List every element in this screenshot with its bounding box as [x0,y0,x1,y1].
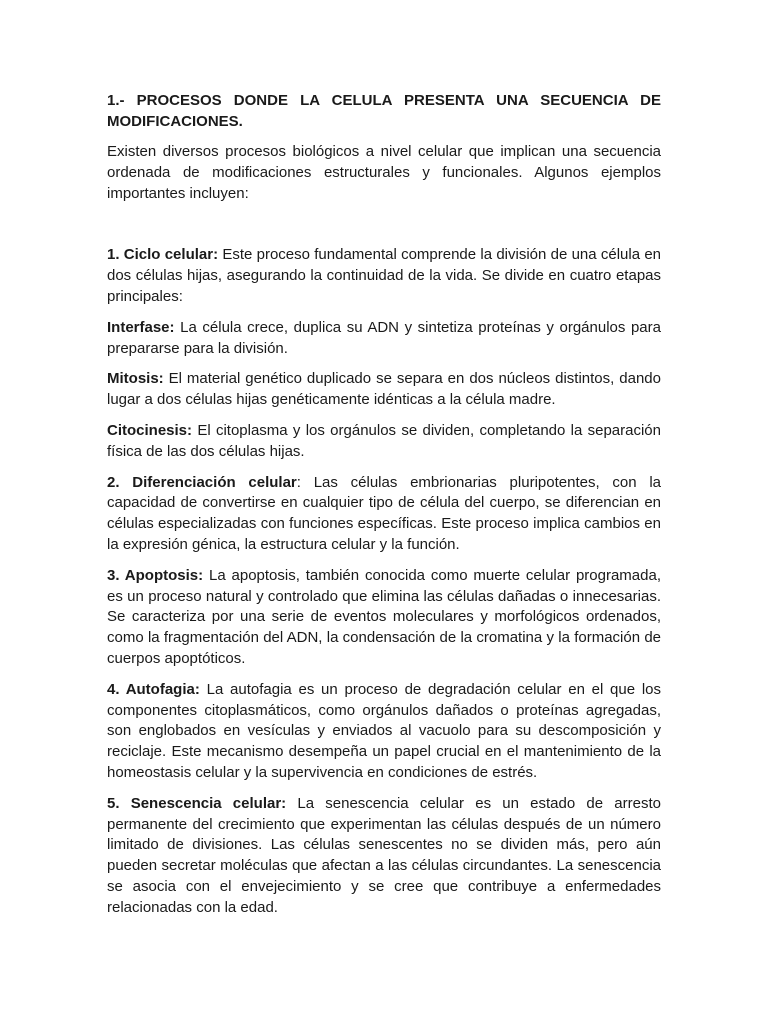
section-autofagia [107,680,661,784]
section-term: 1. Ciclo celular: [107,246,219,264]
section-term: Mitosis: [107,370,164,388]
section-text: El citoplasma y los orgánulos se dividen, completando la separación física de las dos células hijas. [107,421,661,460]
section-text: Este proceso fundamental comprende la división de una célula en dos células hijas, asegurando la continuidad de la vida. Se divide en cuatro etapas principales: [107,246,661,305]
section-citocinesis [107,421,661,463]
section-term: 4. Autofagia: [107,680,200,698]
section-text: El material genético duplicado se separa en dos núcleos distintos, dando lugar a dos células hijas genéticamente idénticas a la célula madre. [107,370,661,409]
section-interfase [107,318,661,360]
section-ciclo-celular [107,245,661,307]
intro-paragraph: Existen diversos procesos biológicos a nivel celular que implican una secuencia ordenada de modificaciones estructurales y funcionales. Algunos ejemplos importantes incluyen: [107,143,661,202]
section-text: : Las células embrionarias pluripotentes, con la capacidad de convertirse en cualquier tipo de célula del cuerpo, se diferencian en células especializadas con funciones específicas. Este proceso implica cambios en la expresión génica, la estructura celular y la función. [107,473,661,553]
section-term: Interfase: [107,318,175,336]
section-text: La apoptosis, también conocida como muerte celular programada, es un proceso natural y controlado que elimina las células dañadas o innecesarias. Se caracteriza por una serie de eventos moleculares y morfológicos ordenados, como la fragmentación del ADN, la condensación de la cromatina y la formación de cuerpos apoptóticos. [107,566,661,667]
section-diferenciacion-celular [107,473,661,556]
section-term: 3. Apoptosis: [107,566,204,584]
section-text: La senescencia celular es un estado de arresto permanente del crecimiento que experimentan las células después de un número limitado de divisiones. Las células senescentes no se dividen más, pero aún pueden secretar moléculas que afectan a las células circundantes. La senescencia se asocia con el envejecimiento y se cree que contribuye a enfermedades relacionadas con la edad. [107,794,661,916]
section-apoptosis [107,566,661,670]
section-term: Citocinesis: [107,421,193,439]
section-term: 2. Diferenciación celular [107,473,297,491]
section-text: La autofagia es un proceso de degradación celular en el que los componentes citoplasmáticos, como orgánulos dañados o proteínas agregadas, son englobados en vesículas y enviados al vacuolo para su descomposición y reciclaje. Este mecanismo desempeña un papel crucial en el mantenimiento de la homeostasis celular y la supervivencia en condiciones de estrés. [107,680,662,781]
section-mitosis [107,369,661,411]
document-heading: 1.- PROCESOS DONDE LA CELULA PRESENTA UNA SECUENCIA DE MODIFICACIONES. [107,92,661,130]
section-senescencia-celular [107,794,661,919]
section-text: La célula crece, duplica su ADN y sintetiza proteínas y orgánulos para prepararse para la división. [107,318,661,357]
section-term: 5. Senescencia celular: [107,794,287,812]
